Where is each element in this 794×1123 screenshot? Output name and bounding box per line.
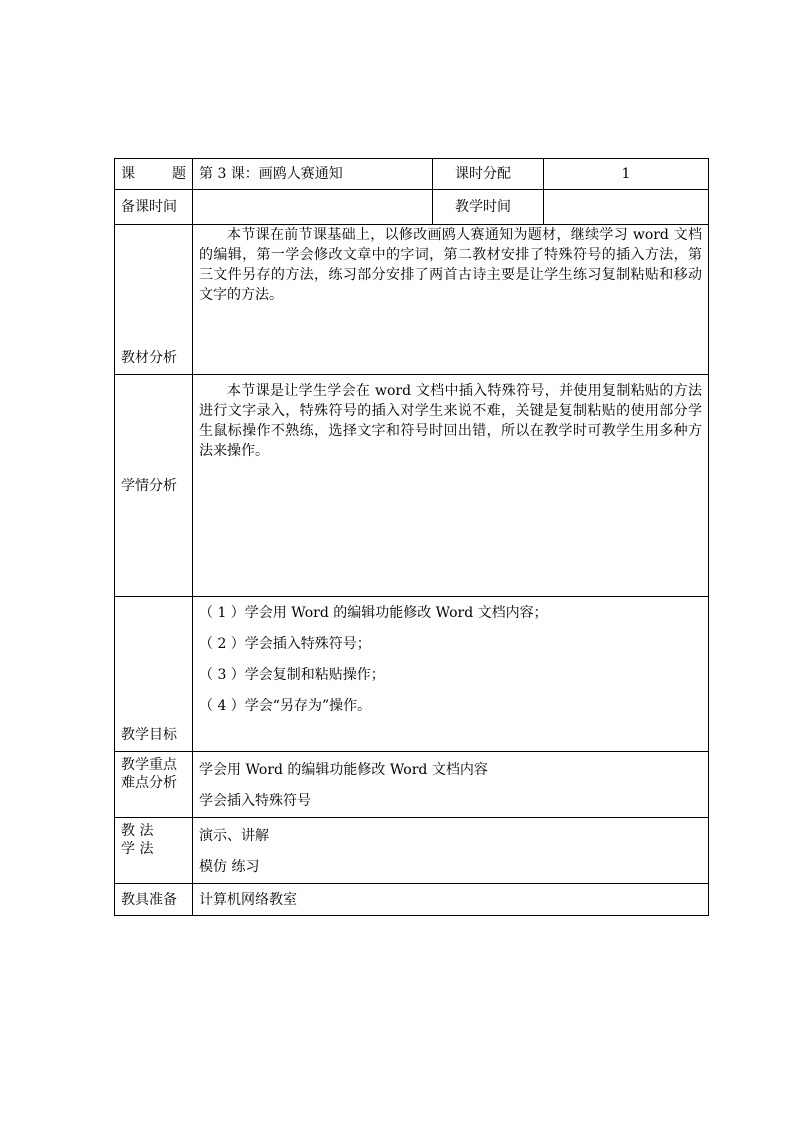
methods-label: [115, 818, 193, 884]
keypoint-line: 学会用 Word 的编辑功能修改 Word 文档内容: [199, 762, 488, 778]
tools-value: 计算机网络教室: [193, 884, 709, 916]
lesson-label-a: 课: [121, 166, 135, 182]
methods-label-line2: 学 法: [121, 841, 154, 857]
students-text: 本节课是让学生学会在 word 文档中插入特殊符号，并使用复制粘贴的方法进行文字录入，特殊符号的插入对学生来说不难，关键是复制粘贴的使用部分学生鼠标操作不熟练，选择文字和符号时回出错，所以在教学时可教学生用多种方法来操作。: [193, 375, 709, 597]
goal-item: （ 2 ）学会插入特殊符号；: [199, 636, 371, 652]
keypoint-line: 学会插入特殊符号: [199, 793, 311, 809]
methods-label-line1: 教 法: [121, 823, 154, 839]
methods-content: [193, 818, 709, 884]
goal-item: （ 3 ）学会复制和粘贴操作；: [199, 667, 385, 683]
row-students: [115, 375, 709, 597]
goal-item: （ 4 ）学会“另存为”操作。: [199, 698, 372, 714]
row-lesson: [115, 159, 709, 190]
row-methods: [115, 818, 709, 884]
goal-item: （ 1 ）学会用 Word 的编辑功能修改 Word 文档内容；: [199, 605, 548, 621]
teach-time-value: [544, 190, 709, 225]
keypoints-label: [115, 752, 193, 818]
row-keypoints: [115, 752, 709, 818]
students-label: 学情分析: [115, 375, 193, 597]
lesson-label-b: 题: [172, 166, 186, 182]
keypoints-content: [193, 752, 709, 818]
keypoints-label-line1: 教学重点: [121, 757, 177, 773]
lesson-label: [115, 159, 193, 190]
goals-label: 教学目标: [115, 597, 193, 752]
prep-value: [193, 190, 433, 225]
row-goals: [115, 597, 709, 752]
lesson-plan-table: [114, 158, 709, 916]
teach-time-label: 教学时间: [433, 190, 544, 225]
hours-value: 1: [544, 159, 709, 190]
method-line: 模仿 练习: [199, 859, 260, 875]
prep-label: 备课时间: [115, 190, 193, 225]
material-text: 本节课在前节课基础上，以修改画鸥人赛通知为题材，继续学习 word 文档的编辑，第一学会修改文章中的字词，第二教材安排了特殊符号的插入方法，第三文件另存的方法，练习部分安排了两首古诗主要是让学生练习复制粘贴和移动文字的方法。: [193, 225, 709, 375]
material-label: 教材分析: [115, 225, 193, 375]
row-material: [115, 225, 709, 375]
hours-label: 课时分配: [433, 159, 544, 190]
goals-list: [193, 597, 709, 752]
row-prep: [115, 190, 709, 225]
row-tools: [115, 884, 709, 916]
tools-label: 教具准备: [115, 884, 193, 916]
keypoints-label-line2: 难点分析: [121, 775, 177, 791]
lesson-title: 第 3 课：画鸥人赛通知: [193, 159, 433, 190]
method-line: 演示、讲解: [199, 828, 269, 844]
